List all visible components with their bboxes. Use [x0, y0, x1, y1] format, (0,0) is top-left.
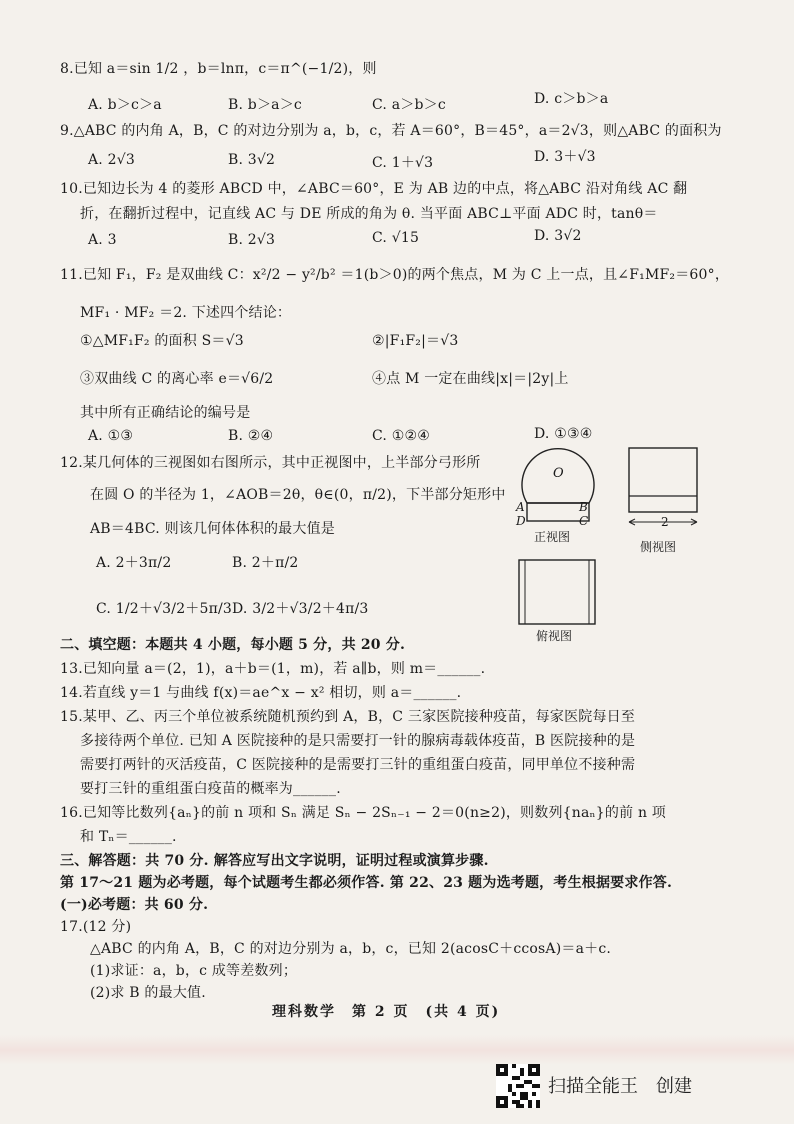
q15-line-3: 需要打两针的灭活疫苗，C 医院接种的是需要打三针的重组蛋白疫苗，同甲单位不接种需	[80, 757, 636, 773]
q10-option-a: A. 3	[88, 232, 117, 248]
q10-option-b: B. 2√3	[228, 232, 276, 248]
front-view-caption: 正视图	[534, 530, 571, 544]
q11-conclusion-4: ④点 M 一定在曲线|x|＝|2y|上	[372, 371, 569, 387]
q11-option-a: A. ①③	[88, 428, 134, 444]
q16-line-1: 16.已知等比数列{aₙ}的前 n 项和 Sₙ 满足 Sₙ − 2Sₙ₋₁ − 2＝0(n≥2)，则数列{naₙ}的前 n 项	[60, 805, 667, 821]
q8-stem: 8.已知 a＝sin 1/2 ，b＝lnπ，c＝π^(−1/2)，则	[60, 61, 377, 77]
q8-option-c: C. a＞b＞c	[372, 97, 446, 113]
top-view-caption: 俯视图	[536, 629, 573, 643]
scan-fold-shadow	[0, 1035, 794, 1065]
point-c-label: C	[579, 514, 589, 528]
q16-line-2: 和 Tₙ＝______.	[80, 829, 177, 845]
section-3-heading: 三、解答题：共 70 分. 解答应写出文字说明，证明过程或演算步骤.	[60, 853, 489, 869]
q14: 14.若直线 y＝1 与曲线 f(x)＝ae^x − x² 相切，则 a＝______.	[60, 685, 462, 701]
q12-stem-2: 在圆 O 的半径为 1，∠AOB＝2θ，θ∈(0，π/2)，下半部分矩形中	[90, 487, 506, 503]
point-o-label: O	[553, 466, 564, 481]
page-footer: 理科数学 第 2 页 (共 4 页)	[272, 1004, 501, 1020]
q8-option-a: A. b＞c＞a	[88, 97, 162, 113]
q11-conclusion-1: ①△MF₁F₂ 的面积 S＝√3	[80, 333, 244, 349]
q9-option-d: D. 3＋√3	[534, 149, 596, 165]
dimension-label: 2	[661, 515, 669, 529]
top-view	[519, 560, 595, 624]
q11-option-b: B. ②④	[228, 428, 274, 444]
q13: 13.已知向量 a＝(2，1)，a＋b＝(1，m)，若 a∥b，则 m＝______.	[60, 661, 486, 677]
section-3-part-1: (一)必考题：共 60 分.	[60, 897, 209, 913]
point-b-label: B	[579, 500, 588, 514]
q15-line-4: 要打三针的重组蛋白疫苗的概率为______.	[80, 781, 341, 797]
q12-stem-3: AB＝4BC. 则该几何体体积的最大值是	[90, 521, 335, 537]
side-view-caption: 侧视图	[640, 540, 677, 554]
q11-conclusion-2: ②|F₁F₂|＝√3	[372, 333, 459, 349]
q12-option-d: D. 3/2＋√3/2＋4π/3	[232, 601, 369, 617]
point-a-label: A	[516, 500, 525, 514]
q8-option-b: B. b＞a＞c	[228, 97, 302, 113]
q12-option-c: C. 1/2＋√3/2＋5π/3	[96, 601, 233, 617]
q15-line-2: 多接待两个单位. 已知 A 医院接种的是只需要打一针的腺病毒载体疫苗，B 医院接种的是	[80, 733, 636, 749]
q12-option-a: A. 2＋3π/2	[96, 555, 172, 571]
scanner-watermark-text: 扫描全能王 创建	[548, 1076, 692, 1097]
q17-line-1: △ABC 的内角 A，B，C 的对边分别为 a，b，c，已知 2(acosC＋ccosA)＝a＋c.	[90, 941, 612, 957]
q15-line-1: 15.某甲、乙、丙三个单位被系统随机预约到 A，B，C 三家医院接种疫苗，每家医院每日至	[60, 709, 636, 725]
q11-conclusion-3: ③双曲线 C 的离心率 e＝√6/2	[80, 371, 274, 387]
point-d-label: D	[516, 514, 526, 528]
q10-option-c: C. √15	[372, 230, 420, 246]
q9-option-a: A. 2√3	[88, 152, 135, 168]
section-2-heading: 二、填空题：本题共 4 小题，每小题 5 分，共 20 分.	[60, 637, 406, 653]
q12-option-b: B. 2＋π/2	[232, 555, 299, 571]
section-3-note: 第 17～21 题为必考题，每个试题考生都必须作答. 第 22、23 题为选考题，考生根据要求作答.	[60, 875, 673, 891]
three-view-figure	[505, 440, 715, 650]
q10-option-d: D. 3√2	[534, 228, 582, 244]
q10-stem-2: 折，在翻折过程中，记直线 AC 与 DE 所成的角为 θ. 当平面 ABC⊥平面 ADC 时，tanθ＝	[80, 206, 658, 222]
q12-stem-1: 12.某几何体的三视图如右图所示，其中正视图中，上半部分弓形所	[60, 455, 481, 471]
q11-stem-2: MF₁ · MF₂ ＝2. 下述四个结论：	[80, 305, 292, 321]
q9-stem: 9.△ABC 的内角 A，B，C 的对边分别为 a，b，c，若 A＝60°，B＝45°，a＝2√3，则△ABC 的面积为	[60, 123, 722, 139]
q11-ask: 其中所有正确结论的编号是	[80, 405, 251, 421]
q11-option-d: D. ①③④	[534, 426, 593, 442]
q11-option-c: C. ①②④	[372, 428, 430, 444]
q11-stem-1: 11.已知 F₁，F₂ 是双曲线 C：x²/2 − y²/b² ＝1(b＞0)的两个焦点，M 为 C 上一点，且∠F₁MF₂＝60°，	[60, 267, 730, 283]
q17-line-2: (1)求证：a，b，c 成等差数列；	[90, 963, 298, 979]
q9-option-c: C. 1＋√3	[372, 155, 434, 171]
q8-option-d: D. c＞b＞a	[534, 91, 609, 107]
q17-heading: 17.(12 分)	[60, 919, 132, 935]
qr-code-icon	[496, 1064, 540, 1108]
side-view	[629, 448, 697, 525]
q9-option-b: B. 3√2	[228, 152, 276, 168]
q10-stem-1: 10.已知边长为 4 的菱形 ABCD 中，∠ABC＝60°，E 为 AB 边的中点，将△ABC 沿对角线 AC 翻	[60, 181, 688, 197]
q17-line-3: (2)求 B 的最大值.	[90, 985, 206, 1001]
